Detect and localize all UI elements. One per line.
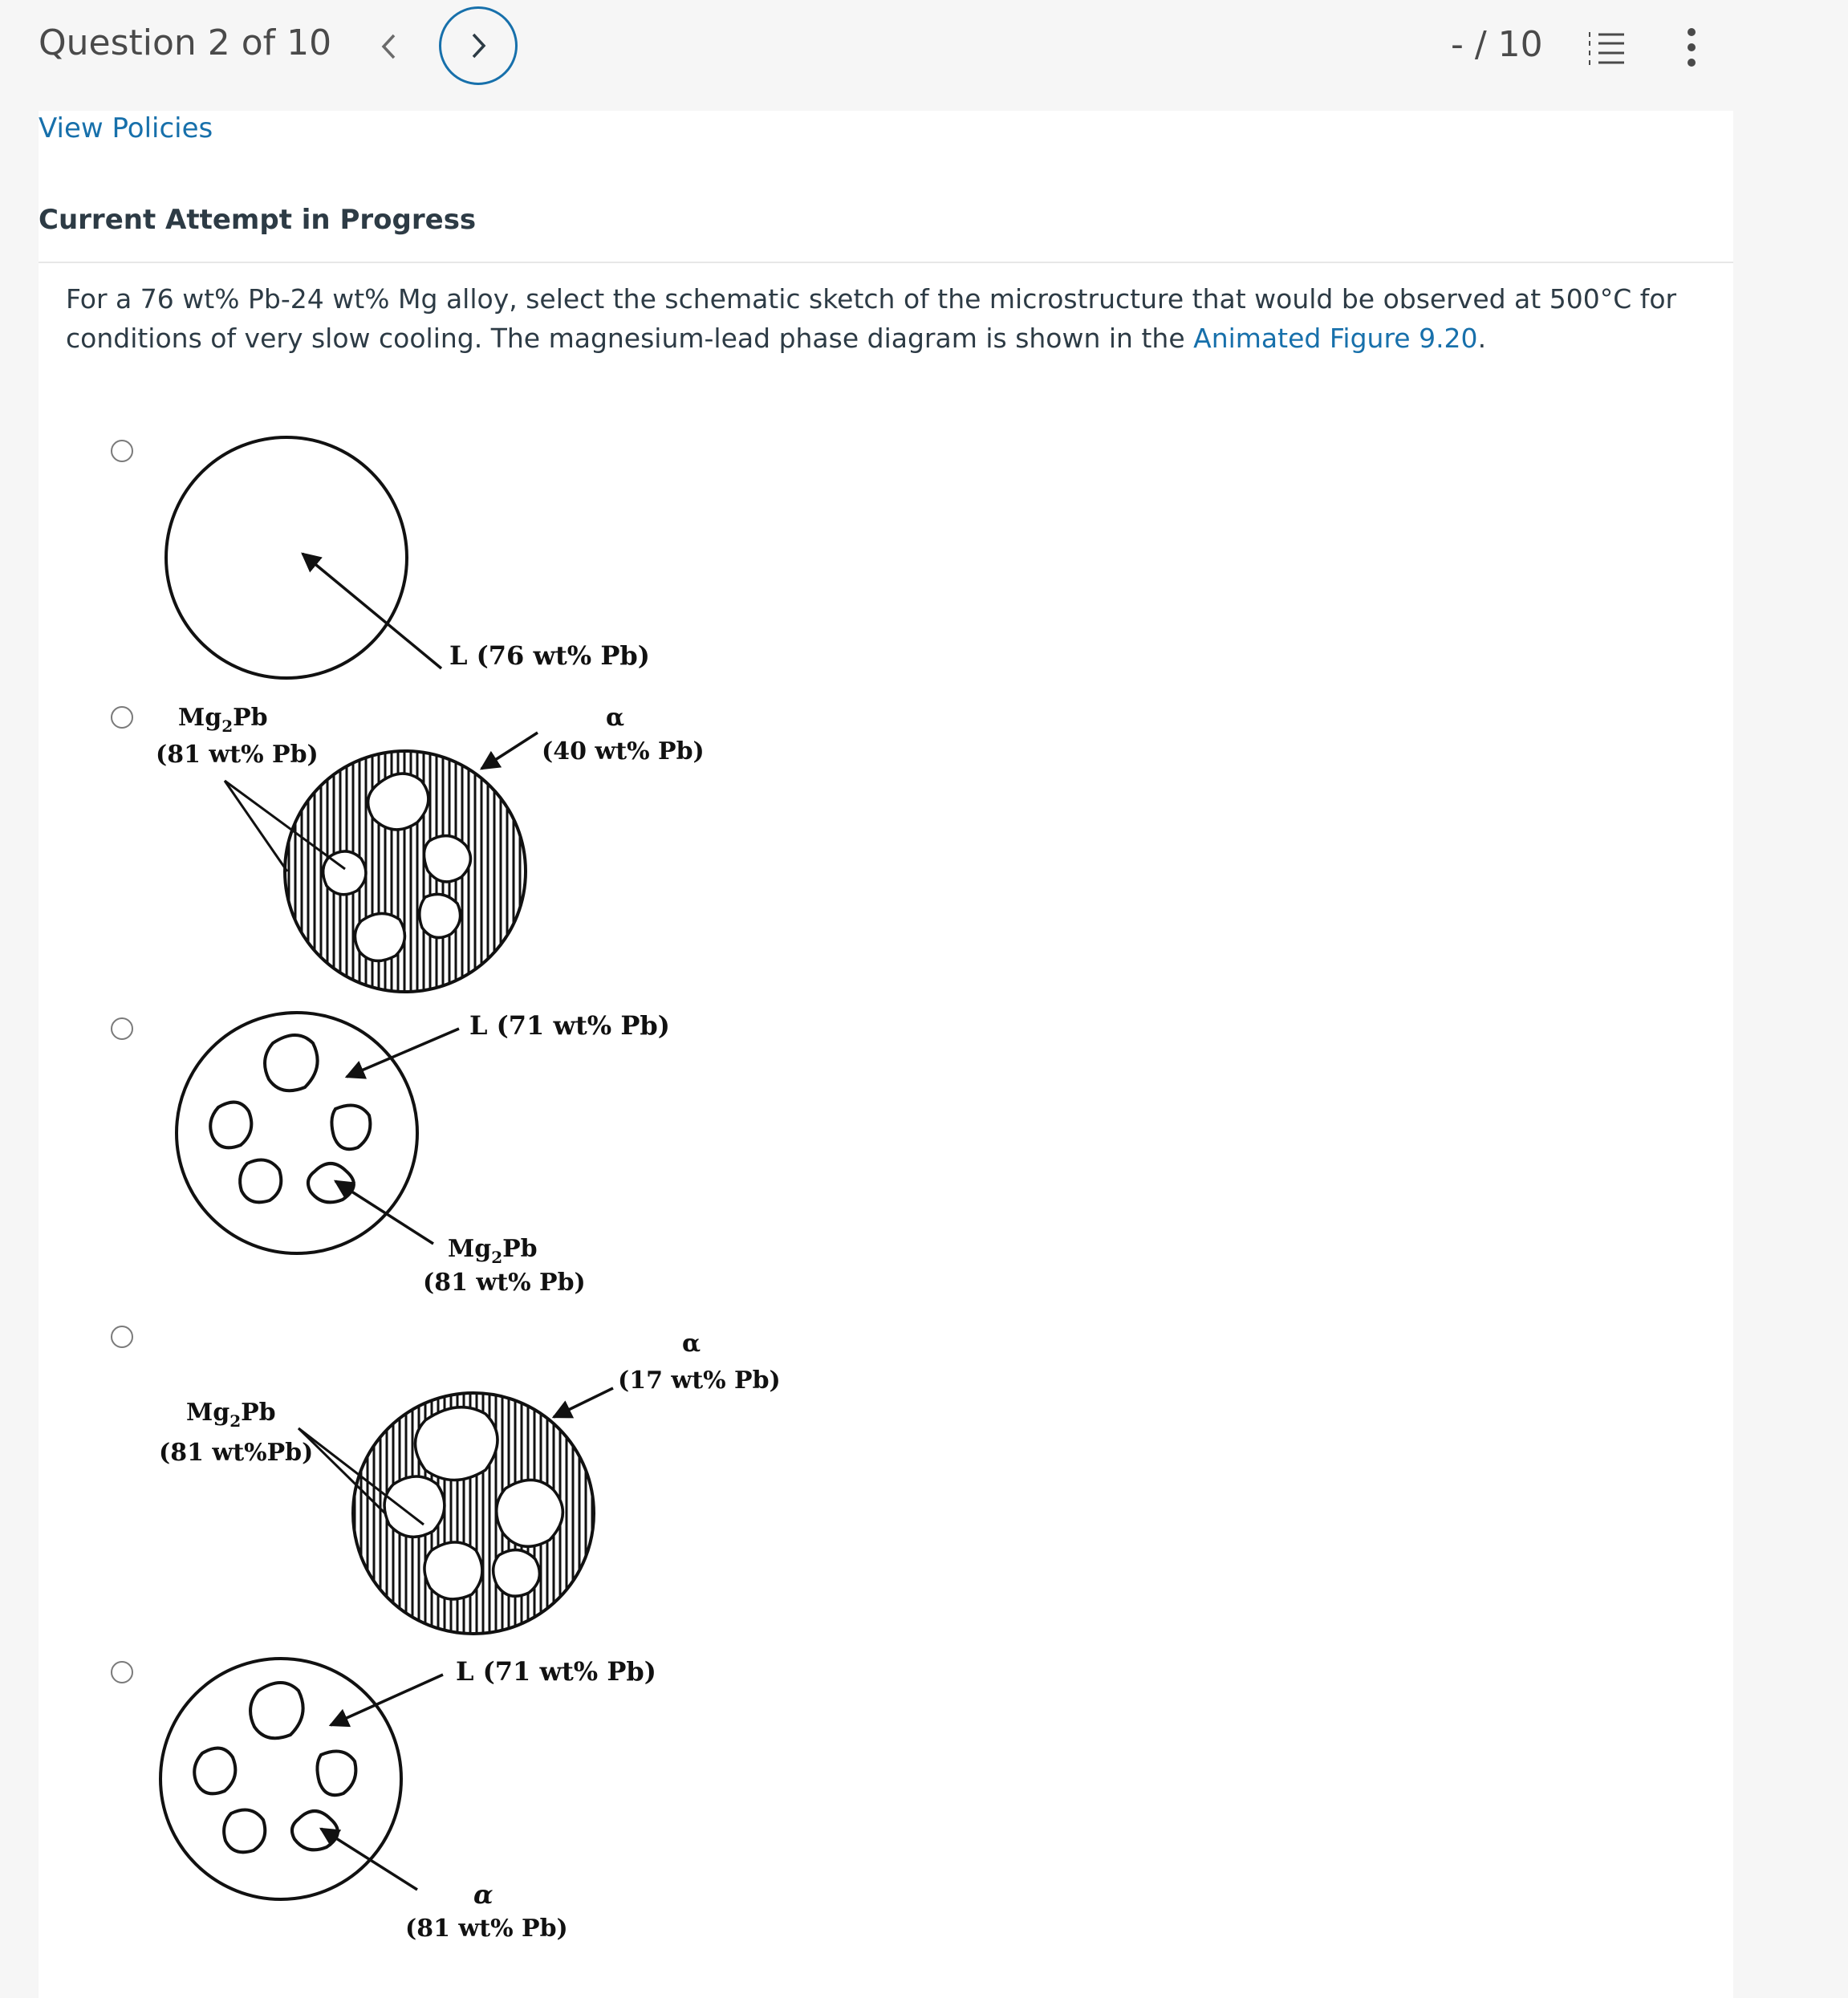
chevron-right-icon xyxy=(469,31,488,60)
pointer-arrow xyxy=(554,1388,613,1417)
option-3-liquid-label: L (71 wt% Pb) xyxy=(469,1010,670,1041)
primary-mg2pb-particle xyxy=(424,1542,482,1599)
primary-mg2pb-particle xyxy=(384,1476,445,1537)
option-2-sketch[interactable] xyxy=(144,696,706,1001)
mg-subscript: 2 xyxy=(229,1411,242,1431)
question-text xyxy=(66,279,1727,358)
question-end: . xyxy=(1477,323,1487,354)
animated-figure-link[interactable]: Animated Figure 9.20 xyxy=(1193,323,1478,354)
question-body: For a 76 wt% Pb-24 wt% Mg alloy, select the schematic sketch of the microstructure that would be observed at 500°C for conditions of very slow cooling. The magnesium-lead phase diagram is shown in the xyxy=(66,283,1677,354)
more-options-icon[interactable] xyxy=(1687,27,1696,67)
option-2-radio[interactable] xyxy=(111,706,133,729)
pb-text: Pb xyxy=(233,704,268,732)
option-1-radio[interactable] xyxy=(111,440,133,462)
mg-text: Mg xyxy=(448,1235,492,1263)
mg2pb-label xyxy=(448,1235,538,1267)
option-5-radio[interactable] xyxy=(111,1661,133,1683)
option-1-liquid-label: L (76 wt% Pb) xyxy=(449,640,650,671)
question-list-icon[interactable] xyxy=(1587,30,1624,66)
mg-text: Mg xyxy=(178,704,222,732)
alpha-particle xyxy=(250,1683,303,1738)
alpha-composition: (40 wt% Pb) xyxy=(542,737,705,765)
mg2pb-composition: (81 wt% Pb) xyxy=(423,1269,586,1297)
pb-text: Pb xyxy=(241,1399,276,1427)
mg-subscript: 2 xyxy=(491,1248,503,1267)
option-3-sketch[interactable] xyxy=(160,1003,682,1308)
primary-mg2pb-particle xyxy=(420,894,461,937)
mg2pb-particle xyxy=(265,1035,318,1090)
question-counter: Question 2 of 10 xyxy=(39,22,332,63)
mg2pb-label xyxy=(186,1399,276,1431)
option-1-sketch[interactable] xyxy=(160,433,650,682)
mg-text: Mg xyxy=(186,1399,230,1427)
option-4-sketch[interactable] xyxy=(152,1324,781,1645)
divider xyxy=(39,262,1733,263)
alpha-symbol: α xyxy=(606,704,625,732)
liquid-grain-circle xyxy=(166,437,407,678)
mg2pb-particle xyxy=(210,1103,251,1148)
top-bar xyxy=(0,0,1848,108)
option-5-sketch[interactable] xyxy=(152,1649,674,1954)
view-policies-link[interactable]: View Policies xyxy=(39,112,213,144)
pointer-line xyxy=(225,781,287,871)
option-5-liquid-label: L (71 wt% Pb) xyxy=(456,1656,656,1687)
mg2pb-particle xyxy=(331,1106,370,1150)
primary-mg2pb-particle xyxy=(493,1550,540,1597)
alpha-composition: (17 wt% Pb) xyxy=(618,1367,781,1395)
primary-mg2pb-particle xyxy=(497,1480,563,1546)
alpha-particle xyxy=(317,1752,355,1796)
option-4-radio[interactable] xyxy=(111,1326,133,1348)
mg2pb-composition: (81 wt%Pb) xyxy=(159,1439,314,1467)
mg2pb-label xyxy=(178,704,268,736)
primary-mg2pb-particle xyxy=(424,836,470,882)
mg2pb-composition: (81 wt% Pb) xyxy=(156,741,319,769)
next-question-button[interactable] xyxy=(439,6,518,85)
pointer-arrow xyxy=(481,733,538,769)
previous-question-button[interactable] xyxy=(365,22,413,71)
alpha-particle xyxy=(194,1748,235,1794)
pb-text: Pb xyxy=(502,1235,538,1263)
primary-mg2pb-particle xyxy=(355,913,404,960)
alpha-symbol: α xyxy=(473,1879,493,1910)
score-display: - / 10 xyxy=(1451,24,1543,65)
chevron-left-icon xyxy=(380,32,399,61)
mg-subscript: 2 xyxy=(221,717,234,736)
alpha-symbol: α xyxy=(682,1330,701,1358)
alpha-composition: (81 wt% Pb) xyxy=(405,1915,568,1943)
primary-mg2pb-particle xyxy=(416,1407,498,1480)
option-3-radio[interactable] xyxy=(111,1017,133,1040)
mg2pb-particle xyxy=(240,1160,281,1203)
attempt-status: Current Attempt in Progress xyxy=(39,204,477,236)
alpha-particle xyxy=(224,1810,265,1853)
